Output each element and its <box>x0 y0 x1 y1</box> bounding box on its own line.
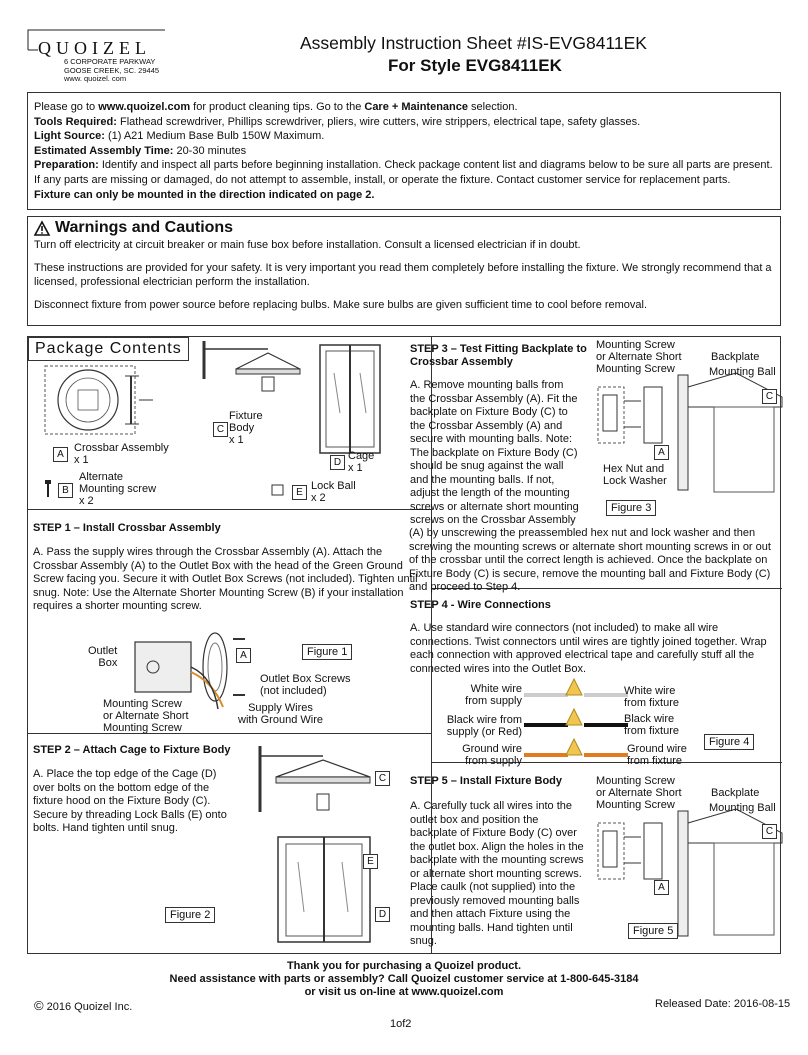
intro-text: selection. <box>468 101 518 113</box>
step5-title: STEP 5 – Install Fixture Body <box>410 775 563 787</box>
letter-a: A <box>654 880 669 895</box>
part-letter-b: B <box>58 483 73 498</box>
light-line <box>34 129 774 144</box>
warning-paragraph: Disconnect fixture from power source before replacing bulbs. Make sure bulbs are given sufficient time to cool before removal. <box>34 298 648 311</box>
part-name: Mounting screw <box>79 483 157 495</box>
outlet-screws-label: Outlet Box Screws (not included) <box>260 673 351 697</box>
released-date: Released Date: 2016-08-15 <box>655 998 791 1010</box>
outlet-box-label: Outlet Box <box>88 645 118 669</box>
letter-c: C <box>762 824 777 839</box>
warning-triangle-icon <box>34 221 50 236</box>
backplate-label: Backplate <box>711 351 760 363</box>
warnings-box <box>27 216 781 326</box>
footer-line: Need assistance with parts or assembly? Call Quoizel customer service at 1-800-645-3184 <box>169 973 639 985</box>
mounting-screw-label: Mounting Screw or Alternate Short Mounting Screw <box>103 698 189 734</box>
step3-title-text: STEP 3 – Test Fitting Backplate to Crossbar Assembly <box>410 343 587 368</box>
tools-line <box>34 115 774 130</box>
intro-text: for product cleaning tips. Go to the <box>190 101 365 113</box>
website-link[interactable]: www.quoizel.com <box>98 101 191 113</box>
letter-c: C <box>762 389 777 404</box>
step2-title: STEP 2 – Attach Cage to Fixture Body <box>33 744 231 756</box>
divider <box>28 509 431 510</box>
mounting-ball-label: Mounting Ball <box>709 802 776 814</box>
figure2-drawing <box>248 742 383 947</box>
mounting-screw-label: Mounting Screw or Alternate Short Mounting Screw <box>596 775 682 811</box>
warning-paragraph: Turn off electricity at circuit breaker or main fuse box before installation. Consult a licensed electrician if in doubt. <box>34 239 581 251</box>
divider <box>28 733 431 734</box>
copyright <box>34 998 132 1013</box>
part-letter-e: E <box>292 485 307 500</box>
letter-c: C <box>375 771 390 786</box>
intro-text: Please go to <box>34 101 99 113</box>
part-qty: x 1 <box>229 434 244 446</box>
part-name: Lock Ball <box>311 480 356 492</box>
ground-supply-label: Ground wire from supply <box>462 743 522 767</box>
part-name: Cage <box>348 450 375 462</box>
time-line <box>34 144 774 159</box>
ground-fixture-label: Ground wire from fixture <box>627 743 687 767</box>
part-b-label <box>79 471 156 507</box>
black-fixture-label: Black wire from fixture <box>624 713 680 737</box>
lock-ball-icon <box>271 484 285 496</box>
intro-box <box>27 92 781 210</box>
footer-line: or visit us on-line at www.quoizel.com <box>304 986 504 998</box>
intro-line <box>34 100 774 115</box>
address-line: GOOSE CREEK, SC. 29445 <box>64 65 160 75</box>
part-letter-a: A <box>53 447 68 462</box>
mount-note-text: Fixture can only be mounted in the direction indicated on page 2. <box>34 188 375 201</box>
part-name: Alternate <box>79 471 124 483</box>
backplate-label: Backplate <box>711 787 760 799</box>
part-d-label <box>348 450 374 474</box>
black-supply-label: Black wire from supply (or Red) <box>446 714 522 738</box>
warnings-title: Warnings and Cautions <box>55 219 234 237</box>
part-a-label <box>74 442 169 466</box>
tools-text: Flathead screwdriver, Phillips screwdriver, pliers, wire cutters, wire strippers, electrical tape, safety glasses. <box>116 115 641 128</box>
tools-label: Tools Required: <box>34 115 117 128</box>
crossbar-assembly-drawing <box>43 362 173 442</box>
step4-text: A. Use standard wire connectors (not included) to make all wire connections. Twist connectors until wires are tightly joined together. Wrap each connection with approved electrical tape and carefully stuff all the connected wires into the Outlet Box. <box>410 622 767 675</box>
mounting-screw-label: Mounting Screw or Alternate Short Mounting Screw <box>596 339 682 375</box>
part-letter-c: C <box>213 422 228 437</box>
logo: QUOIZEL <box>38 38 151 58</box>
white-fixture-label: White wire from fixture <box>624 685 680 709</box>
time-label: Estimated Assembly Time: <box>34 144 174 157</box>
warning-paragraph: These instructions are provided for your safety. It is very important you read them completely before installing the fixture. We strongly recommend that a licensed, professional electrician perform the installation. <box>34 261 772 289</box>
part-qty: x 2 <box>79 495 94 507</box>
supply-wires-label: Supply Wires with Ground Wire <box>238 702 323 726</box>
part-name: Body <box>229 422 255 434</box>
step5-text: A. Carefully tuck all wires into the outlet box and position the backplate of Fixture Body (C) over the outlet box. Align the holes in the backplate with the mounting screws or alternate short mounting screws. Place caulk (not supplied) into the previously removed mounting balls and then attach Fixture using the mounting balls. Hand tighten until snug. <box>410 800 584 947</box>
letter-e: E <box>363 854 378 869</box>
figure4-label: Figure 4 <box>704 734 754 750</box>
step2-text: A. Place the top edge of the Cage (D) over bolts on the bottom edge of the fixture hood on the Fixture Body (C). Secure by threading Lock Balls (E) onto bolts. Hand tighten until snug. <box>33 768 227 834</box>
letter-d: D <box>375 907 390 922</box>
letter-a: A <box>654 445 669 460</box>
care-maintenance-label: Care + Maintenance <box>364 101 468 113</box>
prep-line <box>34 158 774 187</box>
address-line: 6 CORPORATE PARKWAY <box>64 57 156 66</box>
company-address <box>64 58 159 84</box>
part-letter-d: D <box>330 455 345 470</box>
step4-title: STEP 4 - Wire Connections <box>410 599 551 611</box>
part-e-label <box>311 480 356 504</box>
step3-text-top <box>410 379 580 529</box>
part-qty: x 2 <box>311 492 326 504</box>
mount-note <box>34 188 774 203</box>
warnings-heading <box>34 221 774 236</box>
footer <box>27 960 781 999</box>
figure5-label: Figure 5 <box>628 923 678 939</box>
figure2-label: Figure 2 <box>165 907 215 923</box>
footer-line: Thank you for purchasing a Quoizel product. <box>286 960 522 972</box>
website-line: www. quoizel. com <box>64 74 127 83</box>
copyright-icon: © <box>34 998 44 1013</box>
part-name: Crossbar Assembly <box>74 442 169 454</box>
time-text: 20-30 minutes <box>173 144 247 157</box>
step3-continuation: (A) by unscrewing the preassembled hex nut and lock washer and then screwing the mounting screws or alternate short mounting screws in or out of the crossbar until the correct length is achieved. Once the backplate on Fixture Body (C) is secure, remove the mounting ball and Fixture Body (C) and proceed to Step 4. <box>409 527 771 593</box>
screw-icon <box>43 480 53 498</box>
figure5-drawing <box>596 807 786 937</box>
mounting-ball-label: Mounting Ball <box>709 366 776 378</box>
step1-text: A. Pass the supply wires through the Crossbar Assembly (A). Attach the Crossbar Assembly (A) to the Outlet Box with the head of the Green Ground Screw facing you. Secure it with Outlet Box Screws (not included). Tighten until snug. Note: Use the Alternate Shorter Mounting Screw (B) if your installation requires a shorter mounting screw. <box>33 546 418 612</box>
part-qty: x 1 <box>348 462 363 474</box>
cage-drawing <box>318 343 384 458</box>
main-grid <box>27 336 781 954</box>
step3-text: A. Remove mounting balls from the Crossbar Assembly (A). Fit the backplate on Fixture Body (C) to the Crossbar Assembly (A) and secure with mounting balls. Note: The backplate on Fixture Body (C) should be snug against the wall and the mounting balls. If not, adjust the length of the mounting screws or alternate short mounting screws on the Crossbar Assembly <box>410 379 579 526</box>
page-subtitle: For Style EVG8411EK <box>388 56 562 75</box>
light-text: (1) A21 Medium Base Bulb 150W Maximum. <box>104 130 325 143</box>
package-contents-title: Package Contents <box>28 337 189 361</box>
part-name: Fixture <box>229 410 263 422</box>
figure3-label: Figure 3 <box>606 500 656 516</box>
page-number: 1of2 <box>390 1018 412 1030</box>
prep-text: Identify and inspect all parts before beginning installation. Check package content list and diagrams below to be sure all parts are present. If any parts are missing or damaged, do not attempt to assemble, install, or operate the fixture. Contact customer service for replacement parts. <box>34 159 773 186</box>
figure1-label: Figure 1 <box>302 644 352 660</box>
prep-label: Preparation: <box>34 159 99 172</box>
light-label: Light Source: <box>34 130 105 143</box>
part-c-label <box>229 410 263 446</box>
page-title: Assembly Instruction Sheet #IS-EVG8411EK <box>300 33 647 53</box>
part-qty: x 1 <box>74 454 89 466</box>
white-supply-label: White wire from supply <box>465 683 522 707</box>
hex-nut-label: Hex Nut and Lock Washer <box>603 463 667 487</box>
letter-a: A <box>236 648 251 663</box>
copyright-text: 2016 Quoizel Inc. <box>46 1001 133 1013</box>
step1-title: STEP 1 – Install Crossbar Assembly <box>33 522 221 534</box>
